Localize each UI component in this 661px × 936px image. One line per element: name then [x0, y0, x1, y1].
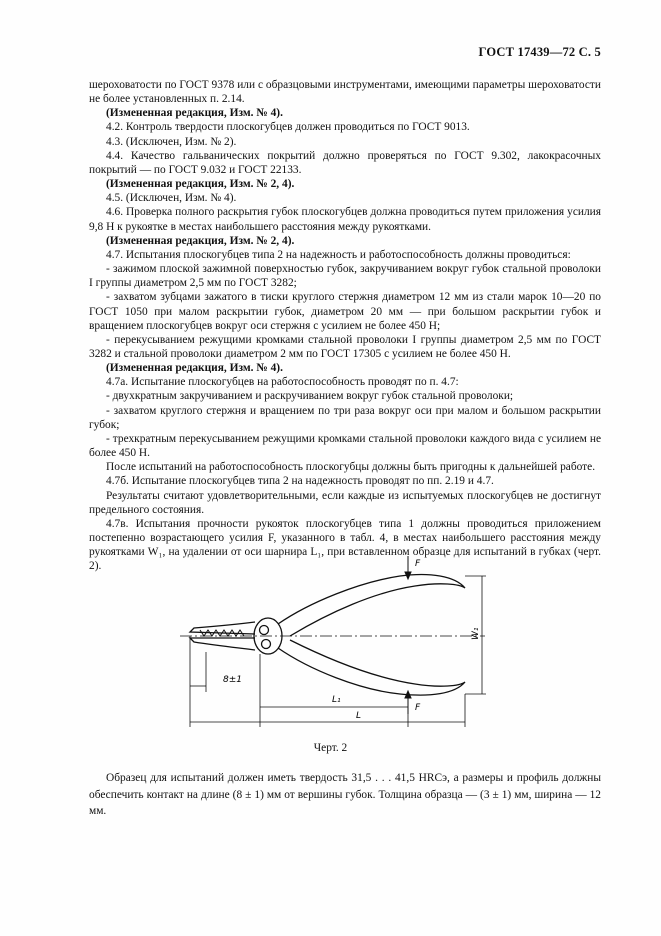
- paragraph: 4.4. Качество гальванических покрытий должно проверяться по ГОСТ 9.302, лакокрасочных покрытий — по ГОСТ 9.032 и ГОСТ 22133.: [89, 149, 601, 176]
- force-top-label: F: [415, 559, 421, 569]
- paragraph: После испытаний на работоспособность плоскогубцы должны быть пригодны к дальнейшей работе.: [106, 461, 596, 474]
- pivot-hole-top: [260, 626, 269, 635]
- paragraph: 4.7б. Испытание плоскогубцев типа 2 на надежность проводят по пп. 2.19 и 4.7.: [106, 475, 494, 488]
- amendment-note: (Измененная редакция, Изм. № 2, 4).: [106, 178, 295, 191]
- list-item: - двухкратным закручиванием и раскручиванием вокруг губок стальной проволоки;: [106, 390, 514, 403]
- list-item: - захватом круглого стержня и вращением по три раза вокруг оси при малом и большом раскрытии губок;: [89, 404, 601, 431]
- figure-caption: Черт. 2: [313, 742, 348, 754]
- bottom-text: [89, 770, 601, 820]
- l-label: L: [356, 711, 362, 721]
- list-item: - трехкратным перекусыванием режущими кромками стальной проволоки каждого вида с усилием не более 450 Н.: [89, 432, 601, 460]
- paragraph: 4.7а. Испытание плоскогубцев на работоспособность проводят по п. 4.7:: [106, 376, 459, 389]
- tolerance-label: 8±1: [223, 675, 242, 685]
- paragraph: 4.7. Испытания плоскогубцев типа 2 на надежность и работоспособность должны проводиться:: [106, 248, 571, 261]
- page-header: ГОСТ 17439—72 С. 5: [478, 45, 601, 59]
- list-item: - захватом зубцами зажатого в тиски круглого стержня диаметром 12 мм из стали марок 10—20 по ГОСТ 1050 при малом раскрытии губок, диаметром 20 мм — при большом раскрытии губок и вращением плоскогубцев вокруг оси стержня с усилием не более 450 Н;: [89, 291, 601, 332]
- amendment-note: (Измененная редакция, Изм. № 4).: [106, 107, 283, 120]
- amendment-note: (Измененная редакция, Изм. № 4).: [106, 362, 283, 375]
- width-label: W₁: [471, 627, 481, 640]
- paragraph: 4.2. Контроль твердости плоскогубцев должен проводиться по ГОСТ 9013.: [106, 121, 470, 134]
- upper-handle: [278, 575, 465, 637]
- body-text: [89, 78, 601, 573]
- list-item: - зажимом плоской зажимной поверхностью губок, закручиванием вокруг губок стальной проволоки I группы диаметром 2,5 мм по ГОСТ 3282;: [89, 263, 601, 290]
- pliers-drawing: [160, 552, 500, 742]
- amendment-note: (Измененная редакция, Изм. № 2, 4).: [106, 234, 295, 247]
- force-bottom-label: F: [415, 703, 421, 713]
- l1-label: L₁: [332, 695, 341, 705]
- paragraph: 4.6. Проверка полного раскрытия губок плоскогубцев должна проводиться путем приложения усилия 9,8 Н к рукоятке в местах наибольшего расстояния между рукоятками.: [89, 206, 601, 233]
- lower-jaw: [190, 638, 255, 650]
- paragraph: 4.7в. Испытания прочности рукояток плоскогубцев типа 1 должны проводиться приложением постепенно возрастающего усилия F, указанного в табл. 4, в местах наибольшего расстояния между рукоятками W₁, на удалении от оси шарнира L₁, при вставленном образце для испытаний в губках (черт. 2).: [89, 517, 601, 573]
- jaw-teeth: [200, 630, 244, 636]
- paragraph: Образец для испытаний должен иметь твердость 31,5 . . . 41,5 HRCэ, а размеры и профиль должны обеспечить контакт на длине (8 ± 1) мм от вершины губок. Толщина образца — (3 ± 1) мм, ширина — 12 мм.: [89, 772, 601, 817]
- list-item: - перекусыванием режущими кромками стальной проволоки I группы диаметром 2,5 мм по ГОСТ 3282 и стальной проволоки диаметром 2 мм по ГОСТ 17305 с усилием не более 450 Н.: [89, 333, 601, 360]
- paragraph: шероховатости по ГОСТ 9378 или с образцовыми инструментами, имеющими параметры шероховатости не более установленных п. 2.14.: [89, 79, 601, 106]
- pliers-svg: [160, 552, 500, 742]
- pivot-hole-bottom: [262, 640, 271, 649]
- paragraph: 4.3. (Исключен, Изм. № 2).: [106, 135, 237, 148]
- paragraph: Результаты считают удовлетворительными, если каждые из испытуемых плоскогубцев не достигнут предельного состояния.: [89, 489, 601, 516]
- lower-handle: [278, 640, 465, 695]
- paragraph: 4.5. (Исключен, Изм. № 4).: [106, 192, 237, 205]
